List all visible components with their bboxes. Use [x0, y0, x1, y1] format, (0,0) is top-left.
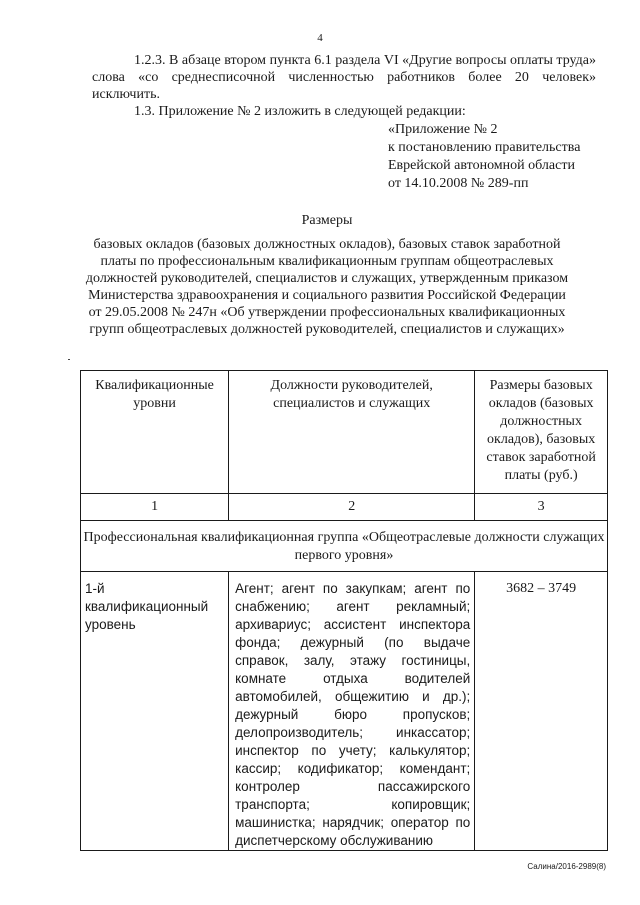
title-heading: Размеры: [301, 213, 353, 228]
qualification-level: 1-й квалификационный уровень: [81, 572, 229, 851]
appendix-header: [388, 121, 618, 193]
appendix-line: от 14.10.2008 № 289-пп: [388, 176, 529, 191]
salary-table: [80, 370, 608, 851]
paragraph-appendix-intro: 1.3. Приложение № 2 изложить в следующей редакции:: [134, 104, 466, 119]
positions-list: Агент; агент по закупкам; агент по снабжению; агент рекламный; архивариус; ассистент инспектора фонда; дежурный (по выдаче справок, залу, этажу гостиницы, комнате отдыха водителей автомобилей, общежитию и др.); дежурный бюро пропусков; делопроизводитель; инкассатор; инспектор по учету; калькулятор; кассир; кодификатор; комендант; контролер пассажирского транспорта; копировщик; машинистка; нарядчик; оператор по диспетчерскому обслуживанию: [229, 572, 475, 851]
appendix-line: к постановлению правительства: [388, 140, 581, 155]
column-number: 3: [475, 494, 608, 521]
table-header-row: [81, 371, 608, 494]
table-row: [81, 572, 608, 851]
title-body: базовых окладов (базовых должностных окладов), базовых ставок заработной платы по профессиональным квалификационным группам общеотраслевых должностей руководителей, специалистов и служащих, утвержденным приказом Министерства здравоохранения и социального развития Российской Федерации от 29.05.2008 № 247н «Об утверждении профессиональных квалификационных групп общеотраслевых должностей руководителей, специалистов и служащих»: [85, 237, 569, 337]
table-group-row: [81, 521, 608, 572]
paragraph-amendment: 1.2.3. В абзаце втором пункта 6.1 раздела VI «Другие вопросы оплаты труда» слова «со среднесписочной численностью работников более 20 человек» исключить.: [92, 53, 596, 102]
scan-speck: [68, 359, 70, 360]
table-number-row: [81, 494, 608, 521]
footer-reference: Салина/2016-2989(8): [527, 862, 606, 871]
salary-range: 3682 – 3749: [475, 572, 608, 851]
header-qualification-levels: Квалификационные уровни: [81, 371, 229, 494]
column-number: 2: [229, 494, 475, 521]
appendix-line: «Приложение № 2: [388, 122, 498, 137]
header-positions: Должности руководителей, специалистов и служащих: [229, 371, 475, 494]
document-title: [80, 212, 574, 338]
appendix-line: Еврейской автономной области: [388, 158, 575, 173]
qualification-group: Профессиональная квалификационная группа «Общеотраслевые должности служащих первого уровня»: [81, 521, 608, 572]
header-salary: Размеры базовых окладов (базовых должностных окладов), базовых ставок заработной платы (руб.): [475, 371, 608, 494]
page-number: 4: [317, 32, 323, 44]
column-number: 1: [81, 494, 229, 521]
